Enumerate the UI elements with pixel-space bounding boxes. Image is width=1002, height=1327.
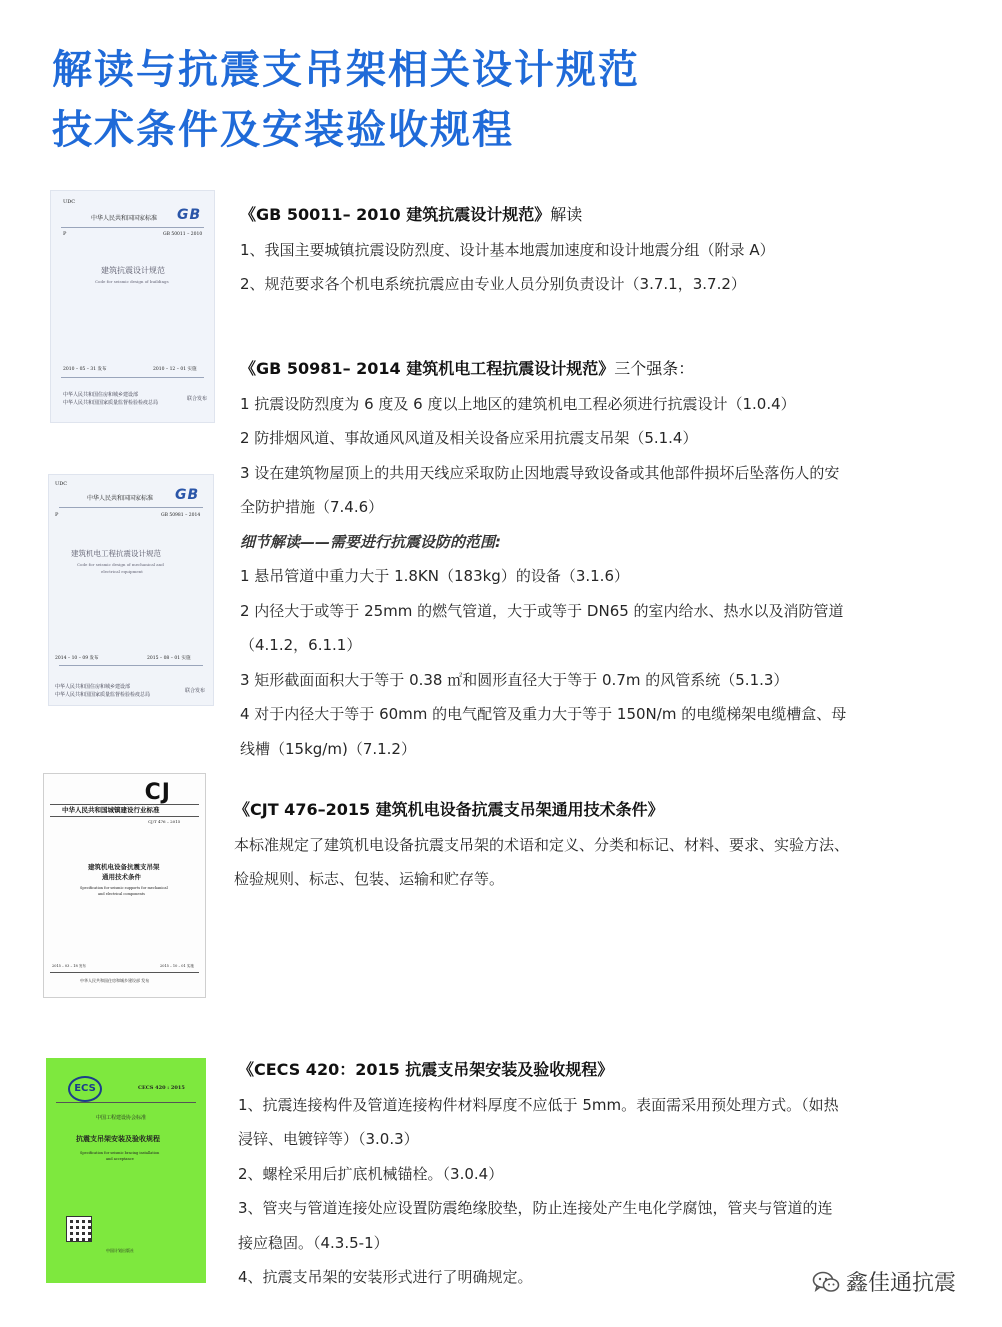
cover-name-en2: and electrical components — [98, 892, 145, 896]
list-item: 全防护措施（7.4.6） — [240, 498, 384, 516]
brand-name: 鑫佳通抗震 — [846, 1271, 957, 1296]
cover-gb50981 — [48, 474, 214, 706]
cover-header: 中华人民共和国国家标准 — [91, 215, 158, 222]
cover-corner: UDC — [63, 199, 76, 205]
cover-code: CJ/T 476 – 2015 — [148, 819, 181, 824]
cover-date-issue: 2015 – 03 – 18 发布 — [52, 964, 86, 968]
page-title-line1: 解读与抗震支吊架相关设计规范 — [52, 47, 640, 93]
cover-publisher: 中国计划出版社 — [106, 1248, 134, 1253]
cover-name-en1: Code for seismic design of mechanical and — [77, 562, 164, 567]
cover-name-en1: Specification for seismic supports for mechanical — [80, 886, 168, 890]
cover-name-en2: and acceptance — [106, 1157, 134, 1161]
brand-watermark — [812, 1266, 956, 1297]
section-gb50981 — [240, 352, 880, 766]
list-item: 1、我国主要城镇抗震设防烈度、设计基本地震加速度和设计地震分组（附录 A） — [240, 240, 775, 259]
section-heading: 《CECS 420：2015 抗震支吊架安装及验收规程》 — [238, 1060, 614, 1079]
list-item: 3、管夹与管道连接处应设置防震绝缘胶垫，防止连接处产生电化学腐蚀，管夹与管道的连 — [238, 1199, 833, 1217]
detail-heading: 细节解读——需要进行抗震设防的范围: — [240, 532, 502, 551]
list-item: 4 对于内径大于等于 60mm 的电气配管及重力大于等于 150N/m 的电缆梯架电缆槽盒、母 — [240, 705, 847, 723]
cover-cecs420 — [46, 1058, 206, 1283]
heading-tail: 三个强条： — [614, 359, 695, 378]
cover-publisher1: 中华人民共和国住房和城乡建设部 — [55, 684, 131, 690]
cover-code: GB 50011 – 2010 — [163, 232, 203, 237]
list-item: 2、规范要求各个机电系统抗震应由专业人员分别负责设计（3.7.1，3.7.2） — [240, 275, 746, 293]
section-cecs420 — [238, 1053, 878, 1295]
heading-title: 《GB 50011– 2010 建筑抗震设计规范》 — [240, 205, 551, 224]
heading-title: 《GB 50981– 2014 建筑机电工程抗震设计规范》 — [240, 359, 615, 378]
list-item: 2 防排烟风道、事故通风风道及相关设备应采用抗震支吊架（5.1.4） — [240, 429, 698, 447]
gb-logo: GB — [175, 487, 200, 503]
cj-logo: CJ — [144, 780, 171, 805]
cover-name-cn: 抗震支吊架安装及验收规程 — [76, 1134, 160, 1143]
section-heading: 《CJT 476–2015 建筑机电设备抗震支吊架通用技术条件》 — [234, 800, 664, 819]
heading-tail: 解读 — [550, 205, 583, 224]
cover-name-cn2: 通用技术条件 — [102, 873, 141, 881]
list-item: 1 悬吊管道中重力大于 1.8KN（183kg）的设备（3.1.6） — [240, 567, 629, 585]
ecs-logo: ECS — [68, 1076, 102, 1102]
cover-corner: UDC — [55, 481, 68, 487]
cover-publisher-tail: 联合发布 — [185, 688, 206, 694]
list-item: 浸锌、电镀锌等）（3.0.3） — [238, 1130, 419, 1148]
list-item: 1、抗震连接构件及管道连接构件材料厚度不应低于 5mm。表面需采用预处理方式。（如热 — [238, 1095, 839, 1114]
cover-header: 中华人民共和国国家标准 — [87, 495, 154, 502]
cover-date-impl: 2010 – 12 – 01 实施 — [153, 367, 197, 372]
cover-header: 中国工程建设协会标准 — [96, 1115, 147, 1121]
cover-name-en: Code for seismic design of buildings — [95, 279, 169, 284]
list-item: 2 内径大于或等于 25mm 的燃气管道，大于或等于 DN65 的室内给水、热水以及消防管道 — [240, 601, 844, 620]
cover-name-en2: electrical equipment — [101, 569, 143, 574]
list-item: 接应稳固。（4.3.5-1） — [238, 1233, 389, 1252]
cover-name-en1: Specification for seismic bracing installation — [80, 1151, 160, 1155]
cover-cjt476 — [43, 773, 206, 998]
cover-p: P — [63, 231, 67, 237]
list-item: 1 抗震设防烈度为 6 度及 6 度以上地区的建筑机电工程必须进行抗震设计（1.0.4） — [240, 394, 796, 413]
cover-name-cn1: 建筑机电设备抗震支吊架 — [88, 863, 160, 871]
list-item: 检验规则、标志、包装、运输和贮存等。 — [234, 870, 505, 888]
list-item: 2、螺栓采用后扩底机械锚栓。（3.0.4） — [238, 1164, 504, 1183]
page-title-line2: 技术条件及安装验收规程 — [52, 107, 514, 153]
cover-name-cn: 建筑机电工程抗震设计规范 — [71, 549, 161, 558]
wechat-icon — [812, 1270, 840, 1294]
section-heading — [240, 198, 880, 233]
cover-date-impl: 2015 – 10 – 01 实施 — [160, 964, 194, 968]
cover-publisher1: 中华人民共和国住房和城乡建设部 — [63, 392, 139, 398]
qr-code-icon — [66, 1216, 92, 1242]
cover-gb50011 — [50, 190, 215, 423]
list-item: 4、抗震支吊架的安装形式进行了明确规定。 — [238, 1268, 533, 1286]
cover-publisher: 中华人民共和国住房和城乡建设部 发布 — [80, 978, 150, 983]
list-item: （4.1.2，6.1.1） — [240, 636, 362, 654]
section-heading — [240, 352, 880, 387]
list-item: 本标准规定了建筑机电设备抗震支吊架的术语和定义、分类和标记、材料、要求、实验方法、 — [234, 835, 850, 854]
section-gb50011 — [240, 198, 880, 302]
cover-header: 中华人民共和国城镇建设行业标准 — [62, 806, 160, 814]
cover-publisher2: 中华人民共和国国家质量监督检验检疫总局 — [63, 400, 159, 406]
cover-date-impl: 2015 – 08 – 01 实施 — [147, 656, 191, 661]
cover-date-issue: 2014 – 10 – 09 发布 — [55, 656, 99, 661]
cover-code: CECS 420 : 2015 — [138, 1085, 185, 1091]
list-item: 3 矩形截面面积大于等于 0.38 ㎡和圆形直径大于等于 0.7m 的风管系统（5.1.3） — [240, 670, 789, 689]
cover-p: P — [55, 512, 59, 518]
cover-date-issue: 2010 – 05 – 31 发布 — [63, 367, 107, 372]
list-item: 3 设在建筑物屋顶上的共用天线应采取防止因地震导致设备或其他部件损坏后坠落伤人的安 — [240, 463, 840, 482]
cover-publisher-tail: 联合发布 — [187, 396, 208, 402]
cover-code: GB 50981 – 2014 — [161, 513, 201, 518]
section-cjt476 — [234, 793, 874, 897]
list-item: 线槽（15kg/m)（7.1.2） — [240, 739, 416, 758]
cover-name-cn: 建筑抗震设计规范 — [101, 266, 165, 275]
cover-publisher2: 中华人民共和国国家质量监督检验检疫总局 — [55, 692, 151, 698]
gb-logo: GB — [177, 207, 202, 223]
